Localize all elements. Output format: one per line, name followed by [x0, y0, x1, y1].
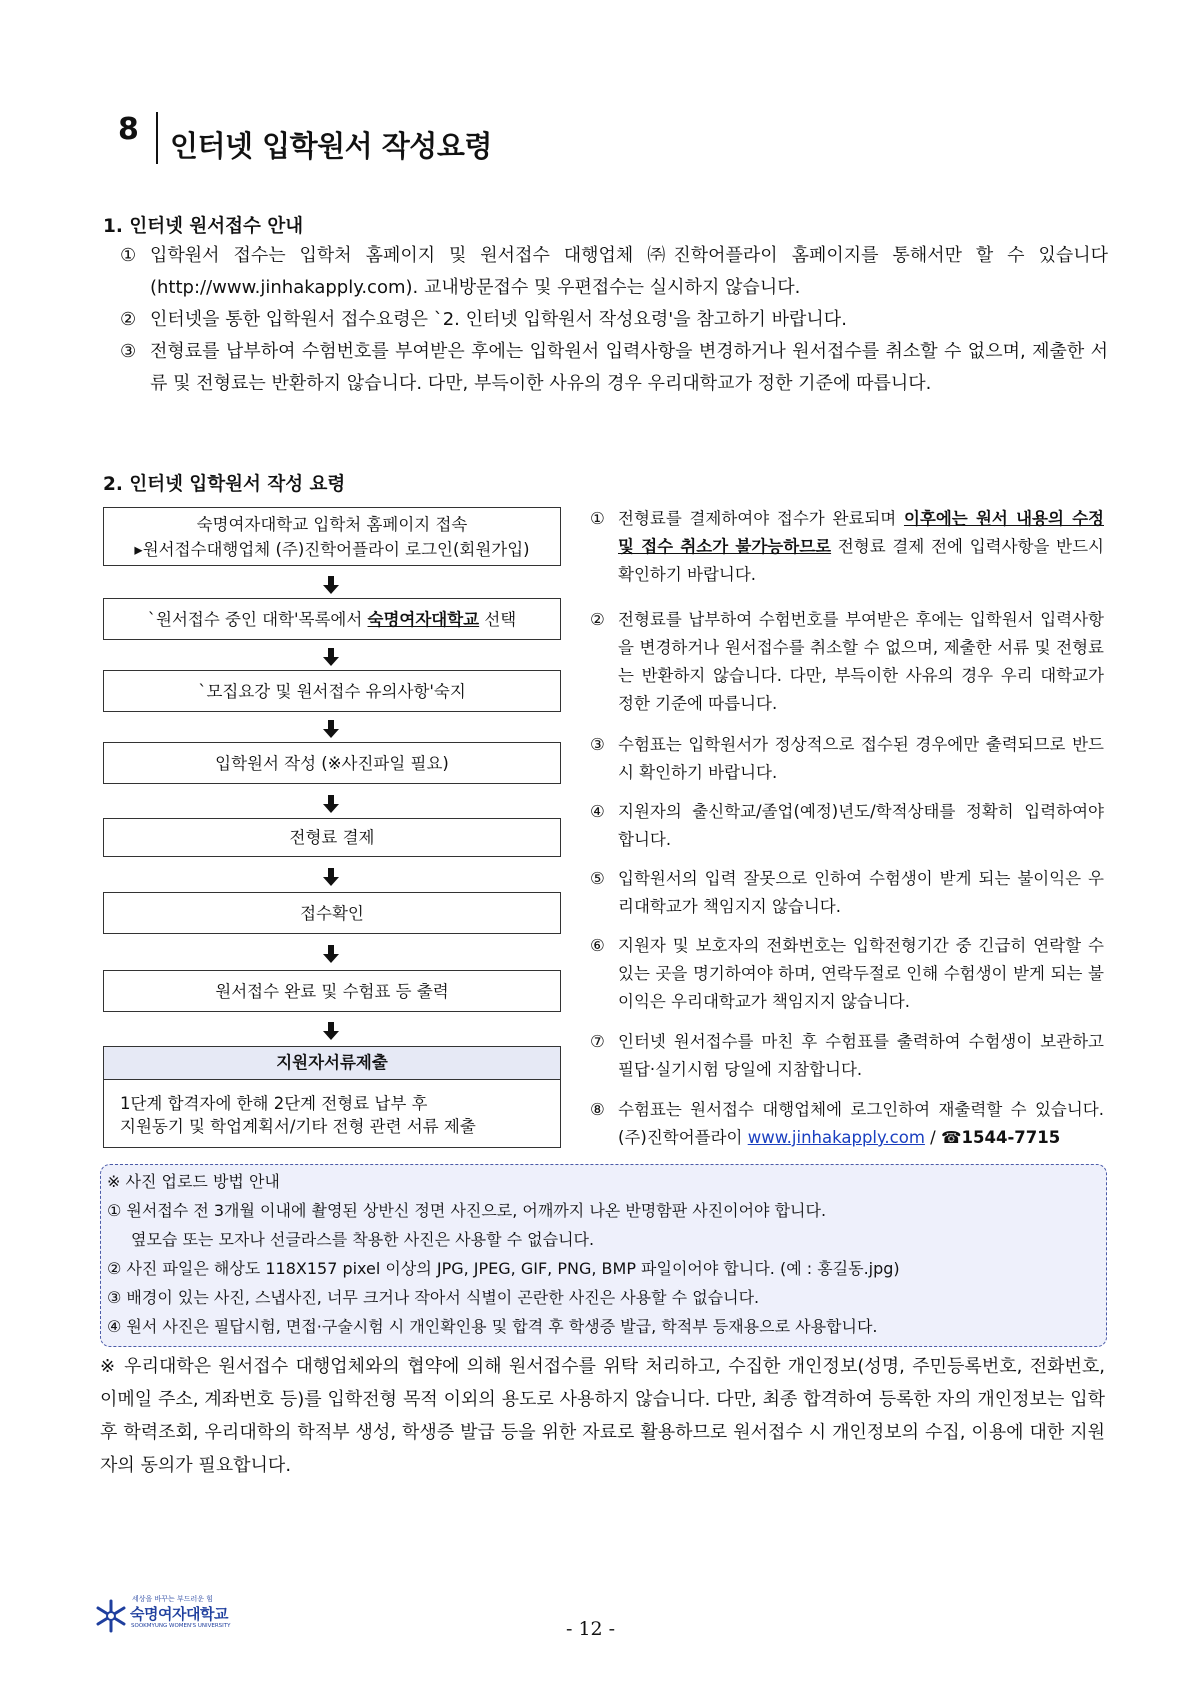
down-arrow-icon	[322, 648, 340, 666]
note-2	[590, 606, 1104, 718]
note-marker: ③	[590, 735, 605, 754]
item-text: 인터넷을 통한 입학원서 접수요령은 `2. 인터넷 입학원서 작성요령'을 참고하기 바랍니다.	[150, 309, 847, 330]
privacy-note: ※ 우리대학은 원서접수 대행업체와의 협약에 의해 원서접수를 위탁 처리하고, 수집한 개인정보(성명, 주민등록번호, 전화번호, 이메일 주소, 계좌번호 등)를 입학전형 목적 이외의 용도로 사용하지 않습니다. 다만, 최종 합격하여 등록한 자의 개인정보는 입학 후 학력조회, 우리대학의 학적부 생성, 학생증 발급 등을 위한 자료로 활용하므로 원서접수 시 개인정보의 수집, 이용에 대한 지원자의 동의가 필요합니다.	[100, 1356, 1105, 1476]
flow-step-text: 1단계 합격자에 한해 2단계 전형료 납부 후	[120, 1094, 428, 1113]
part1-heading: 1. 인터넷 원서접수 안내	[103, 216, 304, 237]
logo-name: 숙명여자대학교	[130, 1605, 228, 1623]
flow-step-submit-documents	[103, 1046, 561, 1148]
snowflake-emblem-icon	[96, 1598, 126, 1634]
note-8	[590, 1096, 1104, 1152]
phone-number: ☎1544-7715	[940, 1128, 1061, 1147]
note-marker: ⑦	[590, 1032, 605, 1051]
item-text: 전형료를 납부하여 수험번호를 부여받은 후에는 입학원서 입력사항을 변경하거나 원서접수를 취소할 수 없으며, 제출한 서류 및 전형료는 반환하지 않습니다. 다만, 부득이한 사유의 경우 우리대학교가 정한 기준에 따릅니다.	[150, 341, 1108, 394]
down-arrow-icon	[322, 720, 340, 738]
logo-tagline: 세상을 바꾸는 부드러운 힘	[132, 1595, 214, 1603]
photo-upload-guide	[100, 1164, 1107, 1347]
note-text: 인터넷 원서접수를 마친 후 수험표를 출력하여 수험생이 보관하고 필답·실기시험 당일에 지참합니다.	[618, 1032, 1104, 1079]
flow-step-write-application	[103, 742, 561, 784]
flow-step-text: 입학원서 작성 (※사진파일 필요)	[215, 753, 449, 773]
down-arrow-icon	[322, 868, 340, 886]
flow-step-text: 지원동기 및 학업계획서/기타 전형 관련 서류 제출	[120, 1117, 476, 1136]
photo-guide-line: ② 사진 파일은 해상도 118X157 pixel 이상의 JPG, JPEG, GIF, PNG, BMP 파일이어야 합니다. (예 : 홍길동.jpg)	[107, 1259, 900, 1278]
note-5	[590, 865, 1104, 921]
item-marker: ③	[120, 341, 137, 362]
flow-step-text: 접수확인	[300, 903, 364, 923]
note-marker: ⑧	[590, 1100, 605, 1119]
note-text: 지원자 및 보호자의 전화번호는 입학전형기간 중 긴급히 연락할 수 있는 곳을 명기하여야 하며, 연락두절로 인해 수험생이 받게 되는 불이익은 우리대학교가 책임지지 않습니다.	[618, 936, 1104, 1011]
note-marker: ⑥	[590, 936, 605, 955]
item-marker: ①	[120, 245, 137, 266]
note-1	[590, 505, 1104, 589]
photo-guide-line: ④ 원서 사진은 필답시험, 면접·구술시험 시 개인확인용 및 합격 후 학생증 발급, 학적부 등재용으로 사용합니다.	[107, 1317, 878, 1336]
flow-step-text: `원서접수 중인 대학'목록에서 숙명여자대학교 선택	[147, 609, 517, 629]
note-text: 입학원서의 입력 잘못으로 인하여 수험생이 받게 되는 불이익은 우리대학교가 책임지지 않습니다.	[618, 869, 1104, 916]
section-number: 8	[118, 112, 139, 147]
note-text: 수험표는 입학원서가 정상적으로 접수된 경우에만 출력되므로 반드시 확인하기 바랍니다.	[618, 735, 1104, 782]
section-divider	[156, 112, 158, 164]
item-marker: ②	[120, 309, 137, 330]
down-arrow-icon	[322, 945, 340, 963]
jinhakapply-link[interactable]: www.jinhakapply.com	[747, 1128, 925, 1147]
flow-step-header: 지원자서류제출	[104, 1047, 560, 1080]
note-text: 전형료를 결제하여야 접수가 완료되며 이후에는 원서 내용의 수정 및 접수 취소가 불가능하므로 전형료 결제 전에 입력사항을 반드시 확인하기 바랍니다.	[618, 509, 1104, 584]
note-6	[590, 932, 1104, 1016]
photo-guide-line: 옆모습 또는 모자나 선글라스를 착용한 사진은 사용할 수 없습니다.	[131, 1230, 595, 1249]
flow-step-print-ticket	[103, 970, 561, 1012]
note-marker: ⑤	[590, 869, 605, 888]
flow-step-payment	[103, 818, 561, 857]
note-text: 지원자의 출신학교/졸업(예정)년도/학적상태를 정확히 입력하여야 합니다.	[618, 802, 1104, 849]
flow-step-text: 원서접수 완료 및 수험표 등 출력	[215, 981, 449, 1001]
note-3	[590, 731, 1104, 787]
note-marker: ④	[590, 802, 605, 821]
flow-step-text: 숙명여자대학교 입학처 홈페이지 접속	[196, 514, 468, 534]
section-title: 인터넷 입학원서 작성요령	[170, 129, 492, 163]
warning-text: 이후에는 원서 내용의 수정 및 접수 취소가 불가능하므로	[618, 509, 1104, 556]
university-logo	[96, 1594, 236, 1638]
note-text: 전형료를 납부하여 수험번호를 부여받은 후에는 입학원서 입력사항을 변경하거나 원서접수를 취소할 수 없으며, 제출한 서류 및 전형료는 반환하지 않습니다. 다만, 부득이한 사유의 경우 우리 대학교가 정한 기준에 따릅니다.	[618, 610, 1104, 713]
part1-item-2	[120, 304, 1108, 336]
flow-step-text: ▸원서접수대행업체 (주)진학어플라이 로그인(회원가입)	[134, 539, 530, 559]
note-4	[590, 798, 1104, 854]
flow-step-login	[103, 507, 561, 566]
down-arrow-icon	[322, 1022, 340, 1040]
flow-step-confirm	[103, 892, 561, 934]
flow-step-text: 전형료 결제	[289, 828, 375, 847]
part1-item-1	[120, 240, 1108, 304]
flow-step-guidelines	[103, 670, 561, 712]
flow-step-select-university	[103, 598, 561, 640]
university-name: 숙명여자대학교	[367, 609, 480, 629]
flow-step-text: `모집요강 및 원서접수 유의사항'숙지	[198, 681, 466, 701]
photo-guide-line: ① 원서접수 전 3개월 이내에 촬영된 상반신 정면 사진으로, 어깨까지 나온 반명함판 사진이어야 합니다.	[107, 1201, 827, 1220]
item-text: 입학원서 접수는 입학처 홈페이지 및 원서접수 대행업체 ㈜진학어플라이 홈페이지를 통해서만 할 수 있습니다(http://www.jinhakapply.com). 교내방문접수 및 우편접수는 실시하지 않습니다.	[150, 245, 1108, 298]
down-arrow-icon	[322, 795, 340, 813]
logo-english-name: SOOKMYUNG WOMEN'S UNIVERSITY	[131, 1623, 231, 1629]
note-text: 수험표는 원서접수 대행업체에 로그인하여 재출력할 수 있습니다. (주)진학어플라이 www.jinhakapply.com / ☎1544-7715	[618, 1100, 1104, 1147]
part1-item-3	[120, 336, 1108, 400]
page-number: - 12 -	[566, 1618, 616, 1640]
photo-guide-title: ※ 사진 업로드 방법 안내	[107, 1172, 280, 1191]
note-7	[590, 1028, 1104, 1084]
part2-heading: 2. 인터넷 입학원서 작성 요령	[103, 474, 346, 495]
down-arrow-icon	[322, 576, 340, 594]
photo-guide-line: ③ 배경이 있는 사진, 스냅사진, 너무 크거나 작아서 식별이 곤란한 사진은 사용할 수 없습니다.	[107, 1288, 760, 1307]
note-marker: ②	[590, 610, 605, 629]
note-marker: ①	[590, 509, 605, 528]
